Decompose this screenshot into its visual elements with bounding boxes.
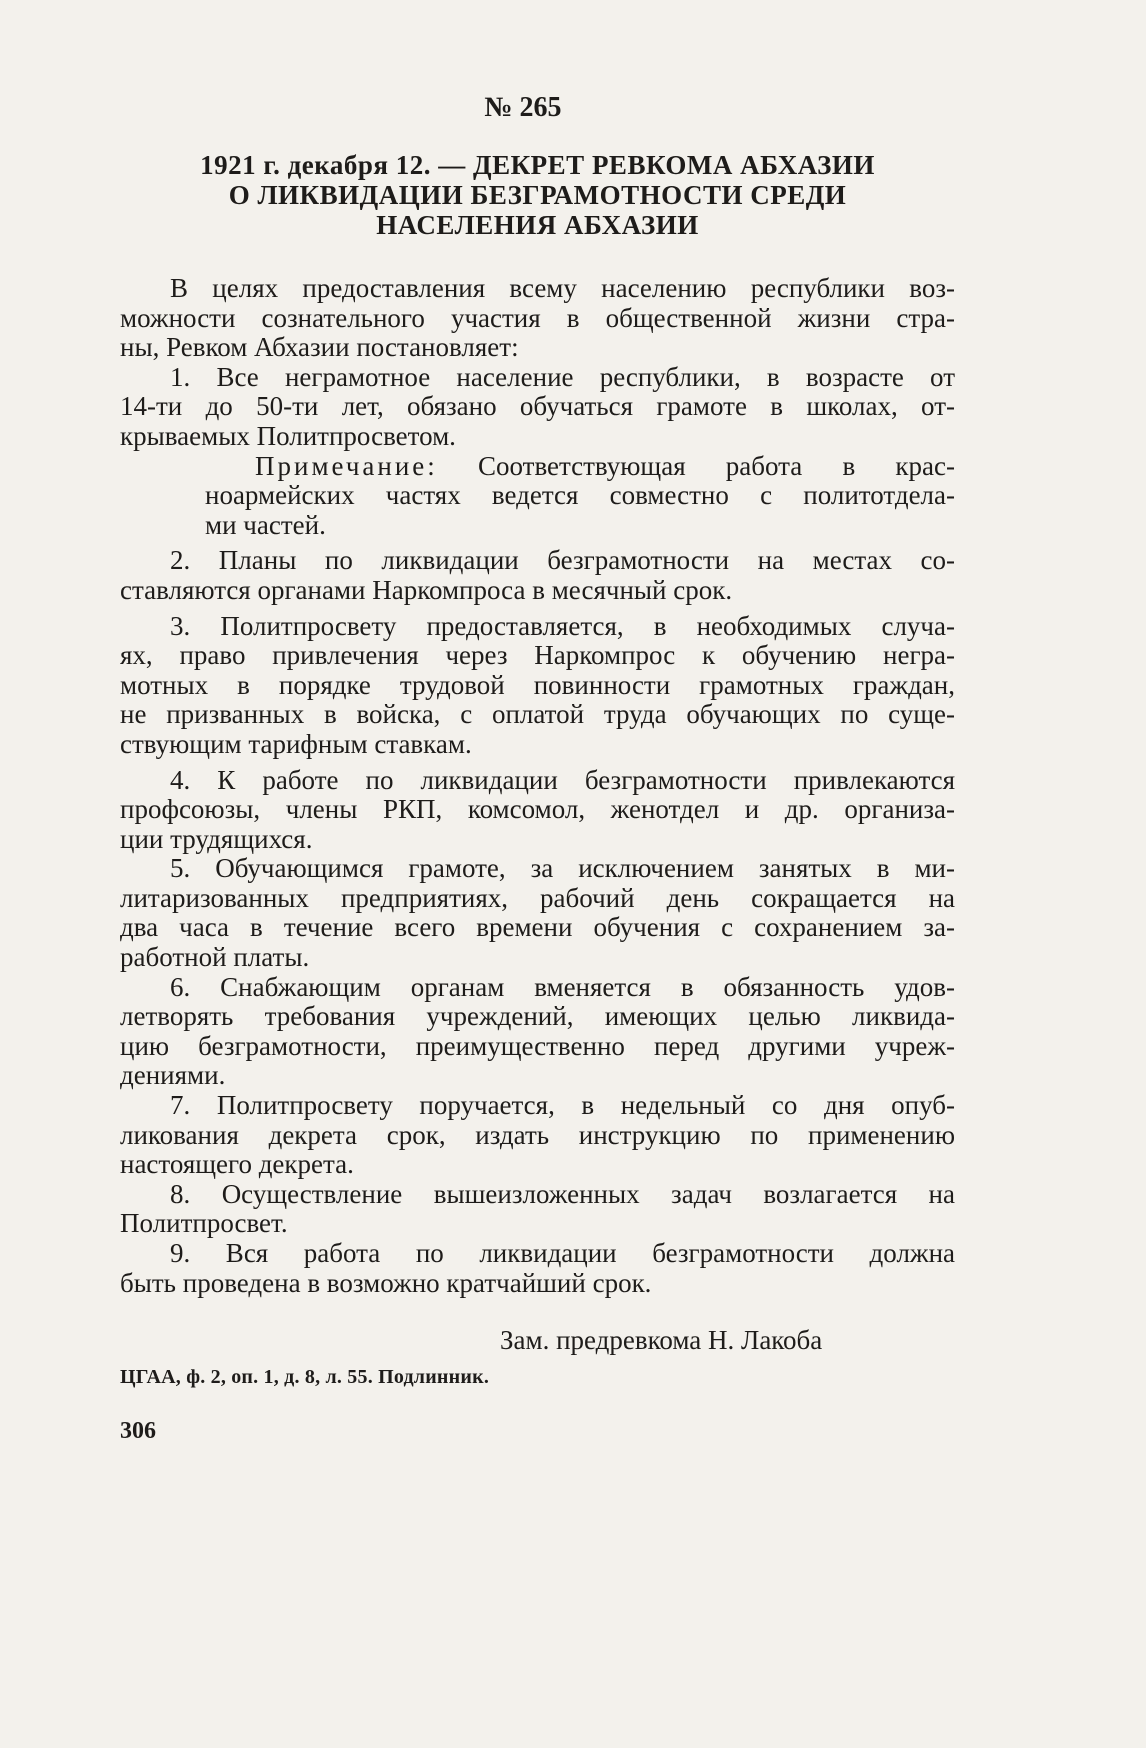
paragraph [120, 1091, 955, 1180]
paragraph [120, 1180, 955, 1239]
text-line: ликования декрета срок, издать инструкцию по применению [120, 1119, 955, 1150]
text-line: ноармейских частях ведется совместно с политотдела- [205, 480, 955, 511]
text-line: крываемых Политпросветом. [120, 420, 456, 451]
text-line: 7. Политпросвету поручается, в недельный со дня опуб- [170, 1090, 955, 1121]
text-line: ны, Ревком Абхазии постановляет: [120, 332, 519, 363]
text-line: два часа в течение всего времени обучения с сохранением за- [120, 912, 955, 943]
paragraph [120, 546, 955, 605]
text-line: 1. Все неграмотное население республики, в возрасте от [170, 361, 955, 392]
text-line: литаризованных предприятиях, рабочий день сокращается на [120, 882, 955, 913]
note-paragraph [120, 452, 955, 541]
page-number: 306 [120, 1418, 156, 1444]
text-line: ставляются органами Наркомпроса в месячный срок. [120, 574, 733, 605]
text-line: 5. Обучающимся грамоте, за исключением занятых в ми- [170, 853, 955, 884]
heading-line: НАСЕЛЕНИЯ АБХАЗИИ [376, 210, 699, 240]
paragraph [120, 766, 955, 855]
note-label: Примечание: [255, 450, 438, 481]
paragraph [120, 274, 955, 363]
text-line: 4. К работе по ликвидации безграмотности привлекаются [170, 764, 955, 795]
text-line: цию безграмотности, преимущественно перед другими учреж- [120, 1030, 955, 1061]
note-text: Соответствующая работа в крас- [437, 450, 955, 481]
archive-source: ЦГАА, ф. 2, оп. 1, д. 8, л. 55. Подлинник. [120, 1366, 490, 1388]
text-line [120, 452, 955, 482]
text-line: 14-ти до 50-ти лет, обязано обучаться грамоте в школах, от- [120, 391, 955, 422]
heading-line: 1921 г. декабря 12. — ДЕКРЕТ РЕВКОМА АБХАЗИИ [200, 150, 875, 180]
document-number [0, 92, 1146, 124]
text-line: ствующим тарифным ставкам. [120, 728, 472, 759]
document-body [120, 274, 955, 1298]
text-line: 6. Снабжающим органам вменяется в обязанность удов- [170, 971, 955, 1002]
signature: Зам. предревкома Н. Лакоба [500, 1325, 823, 1355]
text-line: 2. Планы по ликвидации безграмотности на местах со- [170, 545, 955, 576]
text-line: 8. Осуществление вышеизложенных задач возлагается на [170, 1178, 955, 1209]
text-line: ции трудящихся. [120, 823, 313, 854]
text-line: ях, право привлечения через Наркомпрос к обучению негра- [120, 640, 955, 671]
text-line: можности сознательного участия в общественной жизни стра- [120, 302, 955, 333]
text-line: работной платы. [120, 942, 310, 973]
text-line: 9. Вся работа по ликвидации безграмотности должна [170, 1238, 955, 1268]
document-number-text: № 265 [484, 92, 562, 123]
paragraph [120, 854, 955, 972]
heading-line: О ЛИКВИДАЦИИ БЕЗГРАМОТНОСТИ СРЕДИ [228, 180, 847, 210]
document-heading [120, 150, 955, 240]
text-line: профсоюзы, члены РКП, комсомол, женотдел и др. организа- [120, 794, 955, 825]
text-line: мотных в порядке трудовой повинности грамотных граждан, [120, 669, 955, 700]
text-line: настоящего декрета. [120, 1149, 354, 1180]
paragraph [120, 1239, 955, 1298]
text-line: Политпросвет. [120, 1208, 288, 1239]
text-line: быть проведена в возможно кратчайший срок. [120, 1267, 652, 1298]
text-line: дениями. [120, 1060, 226, 1091]
paragraph [120, 363, 955, 452]
text-line: не призванных в войска, с оплатой труда обучающих по суще- [120, 699, 955, 730]
paragraph [120, 612, 955, 760]
text-line: В целях предоставления всему населению республики воз- [170, 273, 955, 303]
text-line: 3. Политпросвету предоставляется, в необходимых случа- [170, 610, 955, 641]
text-line: ми частей. [205, 509, 326, 540]
paragraph [120, 973, 955, 1091]
text-line: летворять требования учреждений, имеющих целью ликвида- [120, 1001, 955, 1032]
